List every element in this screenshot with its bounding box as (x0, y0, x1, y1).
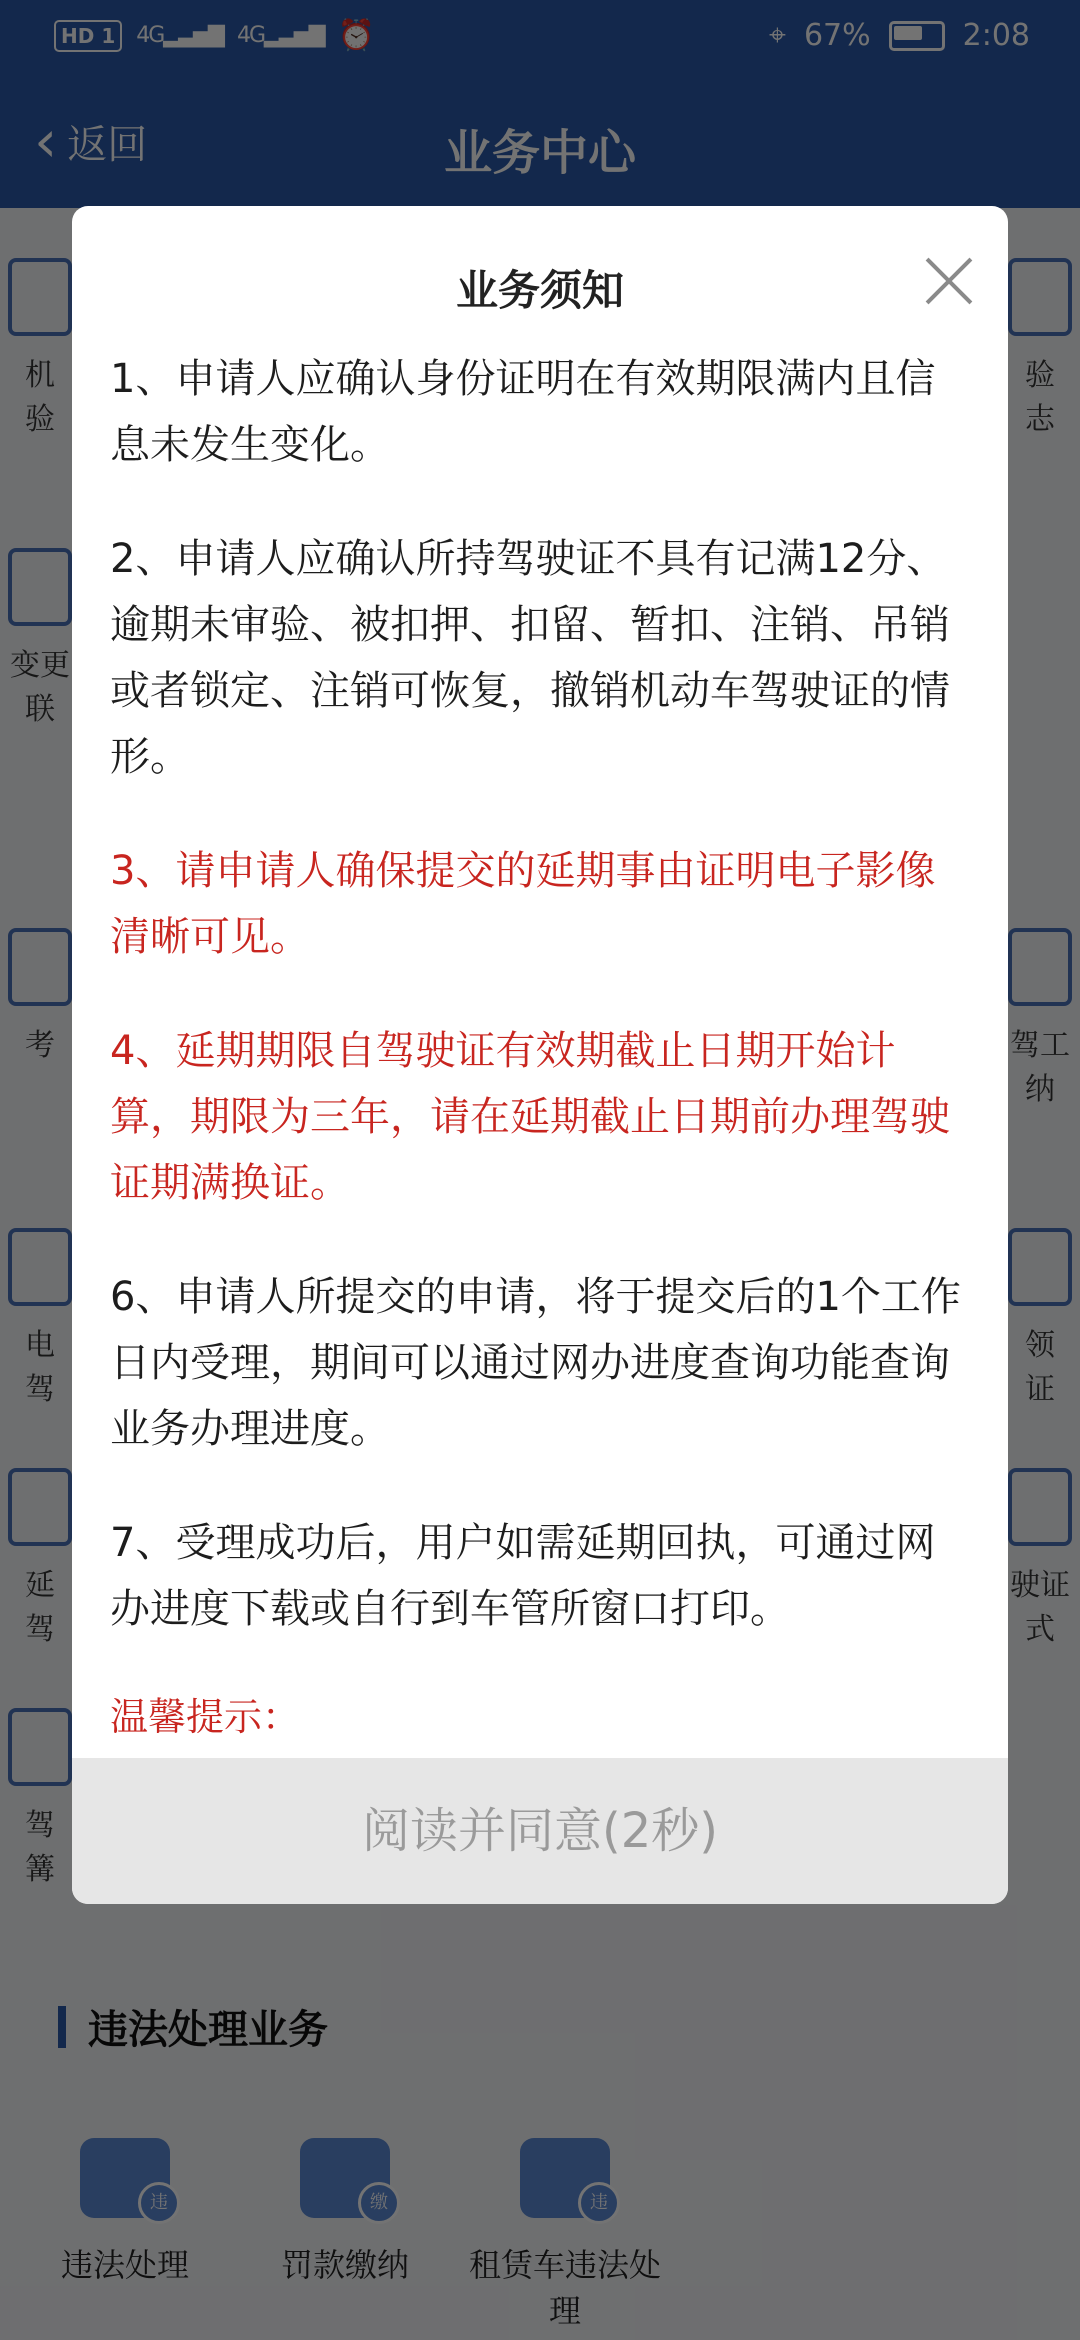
notice-item-1: 1、申请人应确认身份证明在有效期限满内且信息未发生变化。 (110, 356, 936, 468)
business-notice-dialog (72, 206, 1008, 1904)
notice-item-3: 3、请申请人确保提交的延期事由证明电子影像清晰可见。 (110, 848, 936, 960)
notice-item-4: 4、延期期限自驾驶证有效期截止日期开始计算，期限为三年，请在延期截止日期前办理驾驶证期满换证。 (110, 1028, 950, 1206)
warm-tip-label: 温馨提示： (110, 1695, 301, 1739)
notice-item-6: 6、申请人所提交的申请，将于提交后的1个工作日内受理，期间可以通过网办进度查询功能查询业务办理进度。 (110, 1274, 961, 1452)
notice-item-7: 7、受理成功后，用户如需延期回执，可通过网办进度下载或自行到车管所窗口打印。 (110, 1520, 936, 1632)
dialog-title: 业务须知 (455, 266, 624, 315)
read-and-agree-button[interactable]: 阅读并同意(2秒) (72, 1758, 1008, 1904)
notice-content (110, 346, 974, 1741)
notice-item-2: 2、申请人应确认所持驾驶证不具有记满12分、逾期未审验、被扣押、扣留、暂扣、注销、吊销或者锁定、注销可恢复，撤销机动车驾驶证的情形。 (110, 536, 950, 780)
close-icon[interactable] (924, 256, 974, 306)
